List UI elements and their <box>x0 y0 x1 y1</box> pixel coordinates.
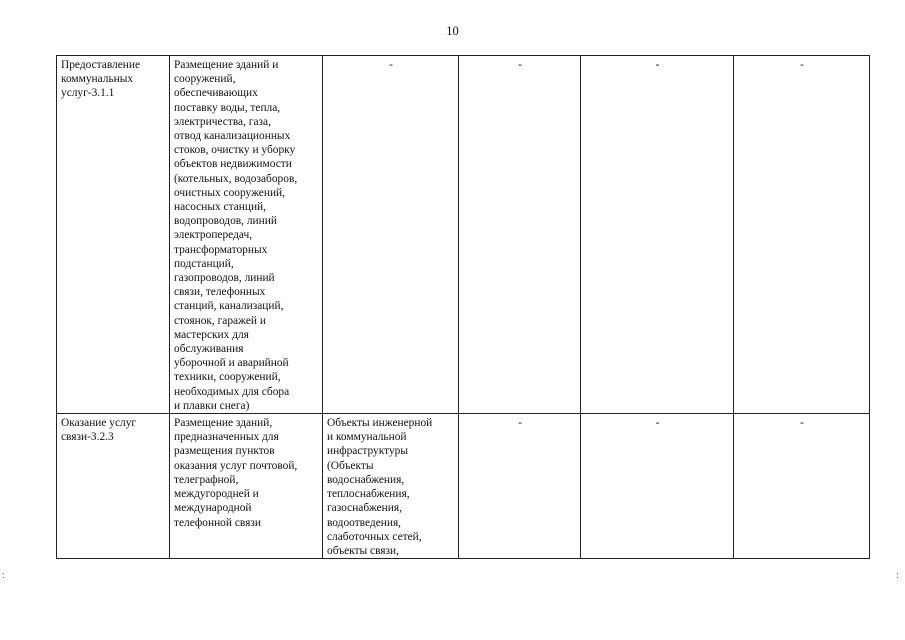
use-description-cell: Размещение зданий, предназначенных для размещения пунктов оказания услуг почтовой, телеграфной, междугородней и международной телефонной связи <box>170 414 323 559</box>
column-5-cell: - <box>581 414 734 559</box>
column-5-cell: - <box>581 56 734 414</box>
column-3-cell: - <box>323 56 459 414</box>
column-4-cell: - <box>459 414 581 559</box>
table-row <box>57 414 870 559</box>
use-type-cell: Предоставление коммунальных услуг-3.1.1 <box>57 56 170 414</box>
column-6-cell: - <box>734 414 870 559</box>
scan-edge-mark-left: : <box>2 570 5 581</box>
use-type-cell: Оказание услуг связи-3.2.3 <box>57 414 170 559</box>
scan-edge-mark-right: : <box>896 570 899 581</box>
column-6-cell: - <box>734 56 870 414</box>
use-description-cell: Размещение зданий и сооружений, обеспечивающих поставку воды, тепла, электричества, газа, отвод канализационных стоков, очистку и уборку объектов недвижимости (котельных, водозаборов, очистных сооружений, насосных станций, водопроводов, линий электропередач, трансформаторных подстанций, газопроводов, линий связи, телефонных станций, канализаций, стоянок, гаражей и мастерских для обслуживания уборочной и аварийной техники, сооружений, необходимых для сбора и плавки снега) <box>170 56 323 414</box>
column-4-cell: - <box>459 56 581 414</box>
table-row <box>57 56 870 414</box>
page-number: 10 <box>446 24 459 38</box>
regulations-table <box>56 55 870 559</box>
column-3-cell: Объекты инженерной и коммунальной инфраструктуры (Объекты водоснабжения, теплоснабжения, газоснабжения, водоотведения, слаботочных сетей, объекты связи, <box>323 414 459 559</box>
